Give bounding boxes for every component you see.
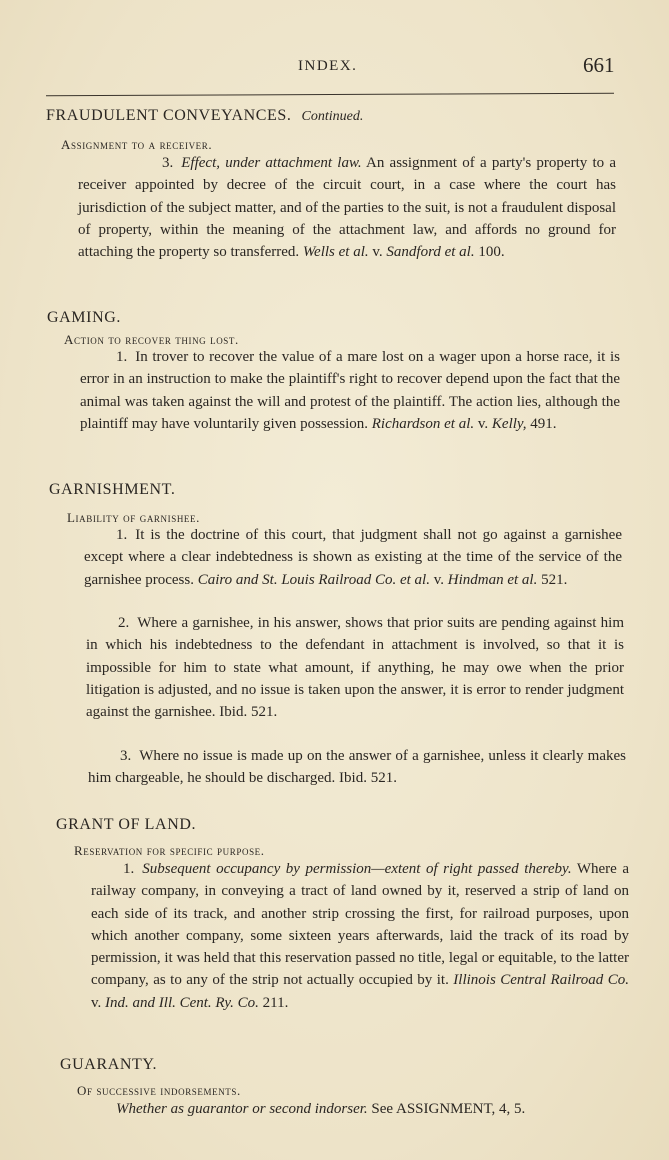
citation-party-2: Sandford et al. bbox=[386, 244, 475, 261]
entry-text: In trover to recover the value of a mare lost on a wager upon a horse race, it is error in an instruction to make the plaintiff's right to recover depend upon the fact that the animal was taken against the will and protest of the plaintiff. The action lies, although the plaintiff may have voluntarily given possession. bbox=[80, 349, 620, 432]
entry-lead: Effect, under attachment law. bbox=[181, 155, 362, 171]
index-entry bbox=[91, 858, 629, 1014]
subheading-action-to-recover: Action to recover thing lost. bbox=[64, 332, 239, 347]
entry-text: Where a railway company, in conveying a tract of land owned by it, reserved a strip of land on each side of its track, and another strip crossing the first, for railroad purposes, upon which another company, some sixteen years afterwards, laid the track of its road by permission, it was held that this reservation passed no title, legal or equitable, to the latter company, as to any of the strip not actually occupied by it. bbox=[91, 861, 629, 989]
index-entry bbox=[86, 612, 624, 723]
index-entry-cross-reference bbox=[116, 1098, 636, 1120]
citation-page: 521. bbox=[537, 571, 568, 588]
entry-number: 3. bbox=[120, 748, 132, 764]
page-number: 661 bbox=[583, 53, 615, 77]
index-entry bbox=[88, 745, 626, 790]
index-entry bbox=[80, 346, 620, 435]
citation-party-2: Hindman et al. bbox=[447, 571, 538, 588]
header-rule bbox=[46, 93, 614, 96]
index-entry bbox=[78, 152, 616, 263]
entry-number: 3. bbox=[162, 155, 174, 171]
citation-party-2: Ind. and Ill. Cent. Ry. Co. bbox=[105, 994, 259, 1011]
subheading-liability-of-garnishee: Liability of garnishee. bbox=[67, 510, 200, 525]
index-heading-gaming: GAMING. bbox=[47, 309, 121, 326]
citation-page: 100. bbox=[474, 244, 505, 261]
running-head-title: INDEX. bbox=[298, 58, 358, 74]
citation-party-1: Cairo and St. Louis Railroad Co. et al. bbox=[197, 571, 430, 588]
entry-lead: Subsequent occupancy by permission—extent of right passed thereby. bbox=[142, 861, 572, 877]
continued-note: Continued. bbox=[301, 109, 364, 124]
entry-text: An assignment of a party's property to a receiver appointed by decree of the circuit court, in a case where the court has jurisdiction of the subject matter, and of the parties to the suit, is not a fraudulent disposal of property, within the meaning of the attachment law, and affords no ground for attaching the property so transferred. bbox=[78, 155, 616, 261]
entry-number: 1. bbox=[116, 349, 128, 365]
citation-page: 491. bbox=[526, 415, 557, 432]
citation-versus: v. bbox=[91, 994, 106, 1011]
entry-text: Where no issue is made up on the answer of a garnishee, unless it clearly makes him chargeable, he should be discharged. Ibid. 521. bbox=[88, 748, 626, 787]
citation-versus: v. bbox=[429, 571, 448, 588]
citation-party-1: Wells et al. bbox=[302, 244, 369, 261]
index-heading-garnishment: GARNISHMENT. bbox=[49, 481, 176, 498]
citation-versus: v. bbox=[474, 415, 492, 432]
citation-page: 211. bbox=[258, 994, 289, 1011]
subheading-assignment-to-receiver: Assignment to a receiver. bbox=[61, 137, 213, 152]
entry-number: 1. bbox=[116, 527, 128, 543]
subheading-reservation-specific-purpose: Reservation for specific purpose. bbox=[74, 843, 265, 858]
citation-party-1: Richardson et al. bbox=[371, 415, 475, 432]
index-heading-grant-of-land: GRANT OF LAND. bbox=[56, 816, 197, 833]
running-head bbox=[0, 52, 669, 82]
subheading-successive-indorsements: Of successive indorsements. bbox=[77, 1083, 241, 1098]
index-entry bbox=[84, 524, 622, 591]
entry-number: 1. bbox=[123, 861, 135, 877]
entry-text: It is the doctrine of this court, that judgment shall not go against a garnishee except where a clear indebtedness is shown as existing at the time of the service of the garnishee process. bbox=[84, 527, 622, 588]
entry-lead: Whether as guarantor or second indorser. bbox=[116, 1101, 368, 1117]
entry-text: Where a garnishee, in his answer, shows that prior suits are pending against him in which his indebtedness to the defendant in attachment is involved, so that it is impossible for him to state what amount, if anything, he may owe when the prior litigation is adjusted, and no issue is taken upon the answer, it is error to render judgment against the garnishee. Ibid. 521. bbox=[86, 615, 624, 721]
citation-versus: v. bbox=[368, 244, 387, 261]
index-heading-fraudulent-conveyances bbox=[46, 107, 363, 125]
citation-party-1: Illinois Central Railroad Co. bbox=[453, 972, 630, 989]
cross-reference: See ASSIGNMENT, 4, 5. bbox=[367, 1101, 526, 1117]
heading-text: FRAUDULENT CONVEYANCES. bbox=[46, 107, 292, 124]
citation-party-2: Kelly, bbox=[491, 415, 527, 432]
entry-number: 2. bbox=[118, 615, 130, 631]
index-heading-guaranty: GUARANTY. bbox=[60, 1056, 158, 1073]
